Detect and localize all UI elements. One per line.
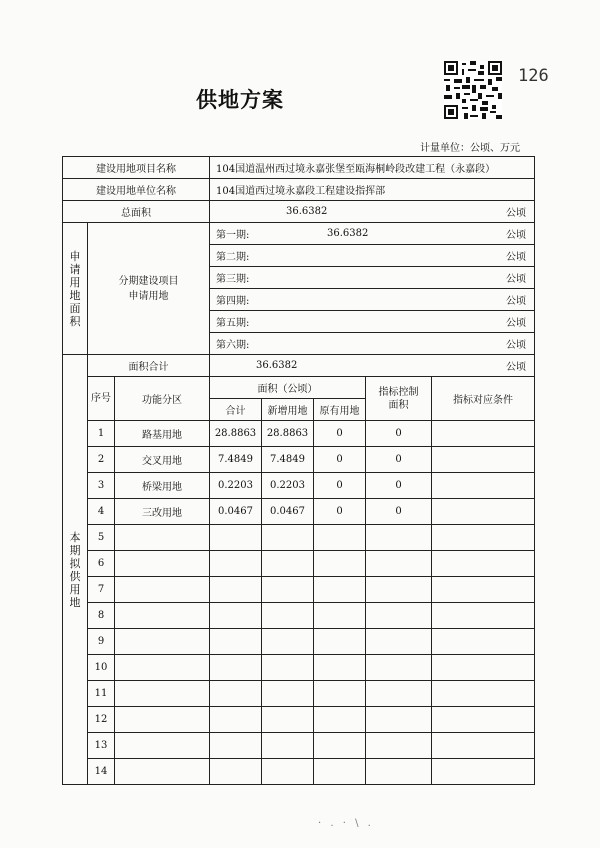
total-area-value: 36.6382 [286, 206, 328, 217]
table-row: 13 [63, 733, 535, 759]
table-row: 12 [63, 707, 535, 733]
header-total: 合计 [210, 399, 262, 421]
area-sum-label: 面积合计 [88, 355, 210, 377]
project-unit-value: 104国道西过境永嘉段工程建设指挥部 [210, 179, 535, 201]
header-condition: 指标对应条件 [432, 377, 535, 421]
phase-unit: 公顷 [505, 230, 526, 241]
table-row: 1 路基用地 28.8863 28.8863 0 0 [63, 421, 535, 447]
table-row: 11 [63, 681, 535, 707]
header-area: 面积（公顷） [210, 377, 366, 399]
phase-label: 第一期: [216, 230, 250, 241]
page-title: 供地方案 [196, 87, 284, 112]
phase-label: 第三期: [216, 274, 250, 285]
phase-unit: 公顷 [506, 318, 526, 329]
supply-side-label: 本 期 拟 供 用 地 [63, 355, 88, 785]
project-name-label: 建设用地项目名称 [63, 157, 210, 179]
phase-label: 第五期: [216, 318, 250, 329]
phase-label: 第四期: [216, 296, 250, 307]
project-name-row [63, 157, 535, 179]
scan-marks: · . · \ . [318, 818, 374, 829]
phase-label: 第二期: [216, 252, 250, 263]
phase-row [63, 223, 535, 245]
header-existing: 原有用地 [314, 399, 366, 421]
table-row: 6 [63, 551, 535, 577]
apply-side-label: 申 请 用 地 面 积 [63, 223, 88, 355]
table-row: 4 三改用地 0.0467 0.0467 0 0 [63, 499, 535, 525]
table-row: 14 [63, 759, 535, 785]
qr-code-icon [444, 61, 502, 119]
table-row: 9 [63, 629, 535, 655]
table-row: 10 [63, 655, 535, 681]
project-unit-row [63, 179, 535, 201]
header-control: 指标控制面积 [366, 377, 432, 421]
area-sum-unit: 公顷 [506, 362, 526, 373]
table-header-row [63, 377, 535, 399]
table-row: 7 [63, 577, 535, 603]
page-number: 126 [518, 66, 549, 86]
table-row: 8 [63, 603, 535, 629]
phase-unit: 公顷 [506, 274, 526, 285]
header-new: 新增用地 [262, 399, 314, 421]
phase-unit: 公顷 [506, 340, 526, 351]
project-name-value: 104国道温州西过境永嘉张堡至瓯海桐岭段改建工程（永嘉段） [210, 157, 535, 179]
header-zone: 功能分区 [115, 377, 210, 421]
phase-value: 36.6382 [327, 228, 369, 239]
phase-unit: 公顷 [506, 252, 526, 263]
phase-project-label: 分期建设项目 申请用地 [88, 223, 210, 355]
total-area-cell [210, 204, 534, 219]
area-sum-value: 36.6382 [256, 360, 298, 371]
phase-unit: 公顷 [506, 296, 526, 307]
total-area-unit: 公顷 [506, 208, 526, 219]
project-unit-label: 建设用地单位名称 [63, 179, 210, 201]
table-row: 3 桥梁用地 0.2203 0.2203 0 0 [63, 473, 535, 499]
total-area-label: 总面积 [63, 201, 210, 223]
table-row: 5 [63, 525, 535, 551]
table-row: 2 交叉用地 7.4849 7.4849 0 0 [63, 447, 535, 473]
area-sum-row [63, 355, 535, 377]
header-seq: 序号 [88, 377, 115, 421]
unit-note: 计量单位：公顷、万元 [420, 143, 520, 154]
phase-label: 第六期: [216, 340, 250, 351]
total-area-row [63, 201, 535, 223]
supply-plan-table [62, 156, 535, 785]
